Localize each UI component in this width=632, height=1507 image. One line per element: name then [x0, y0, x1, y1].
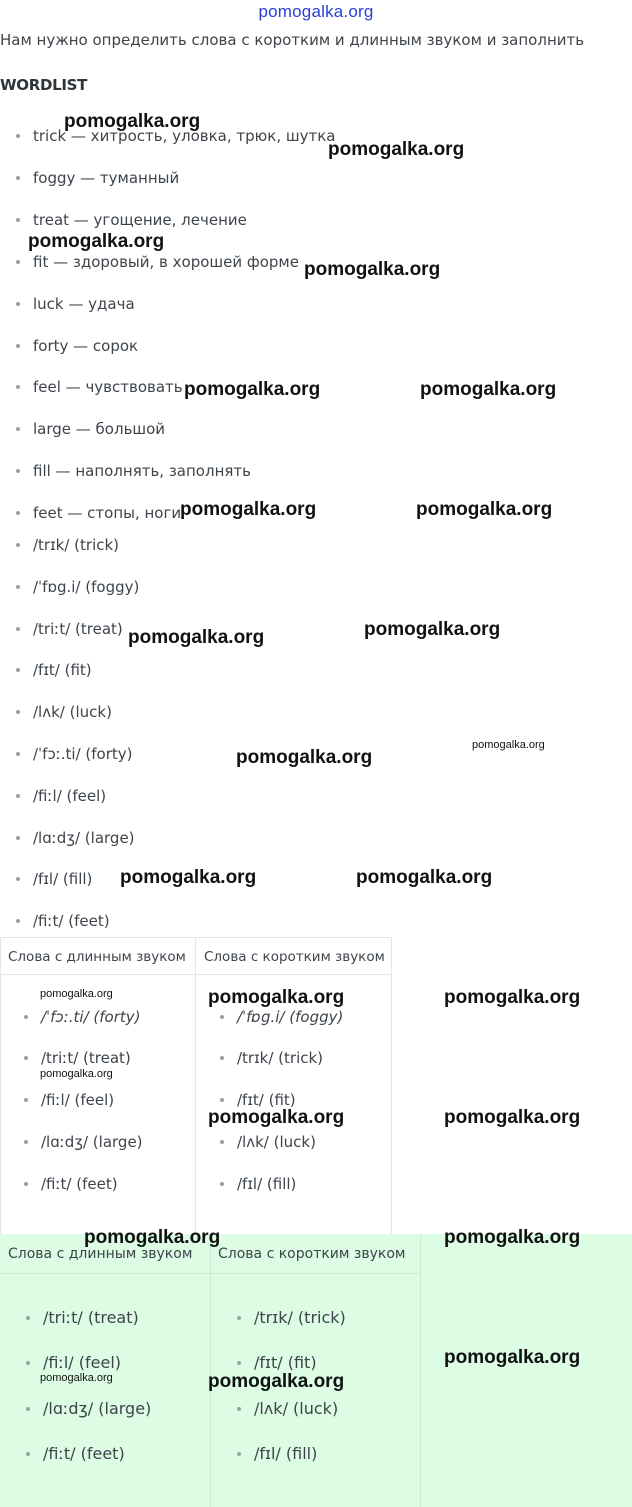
bullet-icon: [16, 919, 20, 923]
sound-table: [0, 937, 392, 1234]
bullet-icon: [220, 1015, 224, 1019]
table-divider: [391, 937, 392, 1234]
table-divider: [195, 937, 196, 1234]
list-item: /ˈfɒg.i/ (foggy): [220, 1008, 343, 1026]
bullet-icon: [24, 1015, 28, 1019]
bullet-icon: [16, 752, 20, 756]
watermark: pomogalka.org: [444, 987, 581, 1008]
bullet-icon: [16, 176, 20, 180]
watermark: pomogalka.org: [64, 111, 201, 132]
list-item: /fiːt/ (feet): [16, 912, 110, 930]
list-item: fit — здоровый, в хорошей форме: [16, 253, 299, 271]
watermark: pomogalka.org: [420, 379, 557, 400]
site-logo[interactable]: pomogalka.org: [258, 2, 374, 21]
list-item: /ˈfɒg.i/ (foggy): [16, 578, 139, 596]
bullet-icon: [16, 668, 20, 672]
list-item: /lʌk/ (luck): [16, 703, 112, 721]
bullet-icon: [24, 1140, 28, 1144]
list-item: /ˈfɔː.ti/ (forty): [16, 745, 132, 763]
watermark: pomogalka.org: [236, 747, 373, 768]
list-item: /fɪt/ (fit): [220, 1091, 296, 1109]
list-item: /lʌk/ (luck): [237, 1399, 338, 1418]
watermark: pomogalka.org: [364, 619, 501, 640]
bullet-icon: [16, 836, 20, 840]
list-item: /trɪk/ (trick): [237, 1308, 346, 1327]
watermark: pomogalka.org: [208, 987, 345, 1008]
list-item: /trɪk/ (trick): [16, 536, 119, 554]
bullet-icon: [26, 1452, 30, 1456]
list-item: fill — наполнять, заполнять: [16, 462, 251, 480]
list-item: forty — сорок: [16, 337, 138, 355]
bullet-icon: [16, 710, 20, 714]
watermark: pomogalka.org: [328, 139, 465, 160]
bullet-icon: [26, 1316, 30, 1320]
watermark: pomogalka.org: [128, 627, 265, 648]
wordlist-heading: WORDLIST: [0, 76, 88, 94]
bullet-icon: [16, 344, 20, 348]
header-long-sound: Слова с длинным звуком: [0, 937, 196, 975]
header-short-sound: Слова с коротким звуком: [210, 1234, 420, 1274]
watermark: pomogalka.org: [444, 1107, 581, 1128]
watermark: pomogalka.org: [472, 739, 545, 751]
list-item: /fɪl/ (fill): [237, 1444, 317, 1463]
watermark: pomogalka.org: [184, 379, 321, 400]
bullet-icon: [16, 585, 20, 589]
bullet-icon: [16, 302, 20, 306]
watermark: pomogalka.org: [40, 1372, 113, 1384]
watermark: pomogalka.org: [40, 988, 113, 1000]
intro-text: Нам нужно определить слова с коротким и длинным звуком и заполнить: [0, 31, 585, 49]
list-item: /fiːt/ (feet): [26, 1444, 125, 1463]
list-item: feet — стопы, ноги: [16, 504, 181, 522]
watermark: pomogalka.org: [208, 1371, 345, 1392]
bullet-icon: [16, 134, 20, 138]
list-item: /triːt/ (treat): [16, 620, 123, 638]
bullet-icon: [237, 1452, 241, 1456]
list-item: /triːt/ (treat): [26, 1308, 139, 1327]
list-item: luck — удача: [16, 295, 135, 313]
table-divider: [0, 937, 1, 1234]
bullet-icon: [16, 469, 20, 473]
bullet-icon: [24, 1098, 28, 1102]
watermark: pomogalka.org: [84, 1227, 221, 1248]
bullet-icon: [24, 1056, 28, 1060]
bullet-icon: [220, 1140, 224, 1144]
watermark: pomogalka.org: [444, 1347, 581, 1368]
list-item: feel — чувствовать: [16, 378, 183, 396]
bullet-icon: [237, 1316, 241, 1320]
list-item: /trɪk/ (trick): [220, 1049, 323, 1067]
header-long-sound: Слова с длинным звуком: [0, 1234, 210, 1274]
watermark: pomogalka.org: [416, 499, 553, 520]
bullet-icon: [16, 385, 20, 389]
list-item: /fiːt/ (feet): [24, 1175, 118, 1193]
bullet-icon: [16, 427, 20, 431]
table-divider: [420, 1234, 421, 1507]
bullet-icon: [237, 1407, 241, 1411]
bullet-icon: [237, 1361, 241, 1365]
list-item: /lɑːdʒ/ (large): [24, 1133, 143, 1151]
bullet-icon: [16, 218, 20, 222]
list-item: trick — хитрость, уловка, трюк, шутка: [16, 127, 335, 145]
list-item: /fiːl/ (feel): [16, 787, 106, 805]
bullet-icon: [26, 1407, 30, 1411]
watermark: pomogalka.org: [208, 1107, 345, 1128]
list-item: /triːt/ (treat): [24, 1049, 131, 1067]
watermark: pomogalka.org: [356, 867, 493, 888]
watermark: pomogalka.org: [120, 867, 257, 888]
bullet-icon: [220, 1182, 224, 1186]
list-item: /lʌk/ (luck): [220, 1133, 316, 1151]
bullet-icon: [16, 543, 20, 547]
bullet-icon: [16, 794, 20, 798]
list-item: large — большой: [16, 420, 165, 438]
bullet-icon: [16, 260, 20, 264]
bullet-icon: [16, 877, 20, 881]
bullet-icon: [16, 627, 20, 631]
bullet-icon: [220, 1056, 224, 1060]
header-short-sound: Слова с коротким звуком: [196, 937, 392, 975]
watermark: pomogalka.org: [28, 231, 165, 252]
watermark: pomogalka.org: [180, 499, 317, 520]
list-item: /ˈfɔː.ti/ (forty): [24, 1008, 141, 1026]
watermark: pomogalka.org: [40, 1068, 113, 1080]
bullet-icon: [220, 1098, 224, 1102]
bullet-icon: [24, 1182, 28, 1186]
list-item: /lɑːdʒ/ (large): [26, 1399, 151, 1418]
list-item: foggy — туманный: [16, 169, 179, 187]
list-item: /fiːl/ (feel): [26, 1353, 121, 1372]
bullet-icon: [26, 1361, 30, 1365]
watermark: pomogalka.org: [304, 259, 441, 280]
list-item: /fɪt/ (fit): [237, 1353, 317, 1372]
list-item: treat — угощение, лечение: [16, 211, 247, 229]
bullet-icon: [16, 511, 20, 515]
watermark: pomogalka.org: [444, 1227, 581, 1248]
list-item: /fiːl/ (feel): [24, 1091, 114, 1109]
list-item: /fɪl/ (fill): [220, 1175, 296, 1193]
list-item: /fɪl/ (fill): [16, 870, 92, 888]
list-item: /lɑːdʒ/ (large): [16, 829, 135, 847]
list-item: /fɪt/ (fit): [16, 661, 92, 679]
